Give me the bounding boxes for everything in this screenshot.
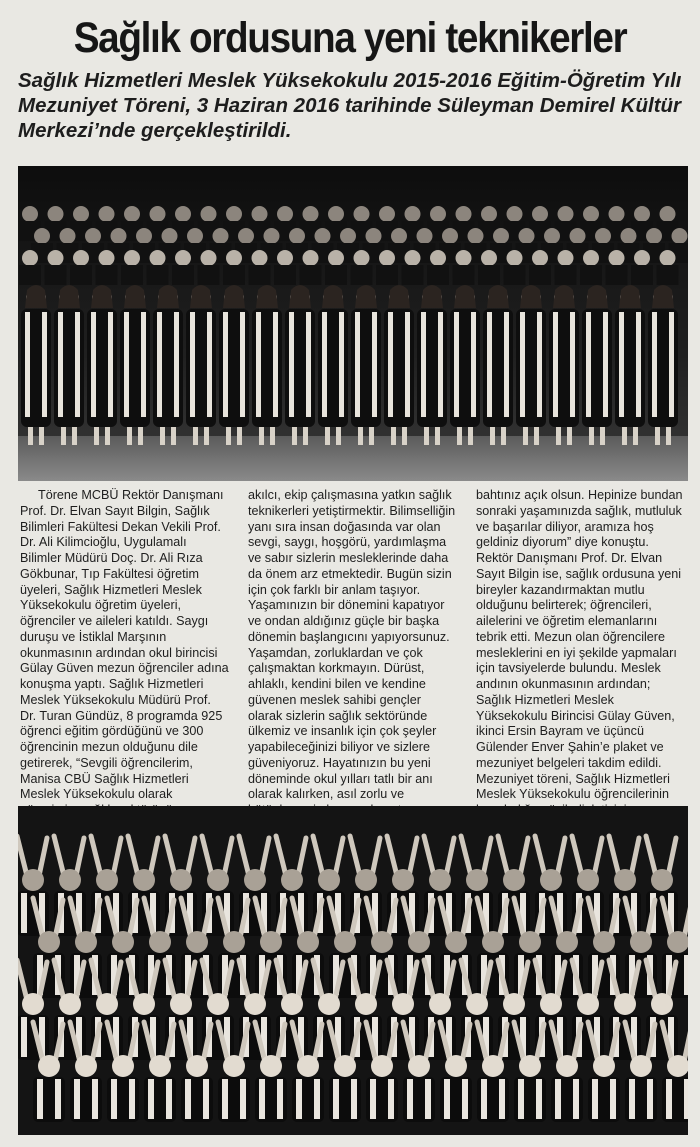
headline: Sağlık ordusuna yeni teknikerler [73, 14, 627, 62]
article-column-3 [476, 488, 686, 803]
column-1-text: Törene MCBÜ Rektör Danışmanı Prof. Dr. Elvan Sayıt Bilgin, Sağlık Bilimleri Fakültesi Dekan Vekili Prof. Dr. Ali Kilimcioğlu, Uygulamalı Bilimler Müdürü Doç. Dr. Ali Rıza Gökbunar, Tıp Fakültesi öğretim üyeleri, Sağlık Hizmetleri Meslek Yüksekokulu öğretim üyeleri, öğrenciler ve aileleri katıldı. Saygı duruşu ve İstiklal Marşının okunmasının ardından okul birincisi Gülay Güven mezun öğrenciler adına konuşma yaptı. Sağlık Hizmetleri Meslek Yüksekokulu Müdürü Prof. Dr. Turan Gündüz, 8 programda 925 öğrenci eğitim gördüğünü ve 300 öğrencinin mezun olduğunu dile getirerek, “Sevgili öğrencilerim, Manisa CBÜ Sağlık Hizmetleri Meslek Yüksekokulu olarak [20, 488, 229, 802]
cap-toss-photo-illustration [18, 806, 688, 1135]
article-body [20, 488, 686, 803]
column-3-text: bahtınız açık olsun. Hepinize bundan sonraki yaşamınızda sağlık, mutluluk ve başarılar diliyor, aramıza hoş geldiniz diyorum” diye konuştu. Rektör Danışmanı Prof. Dr. Elvan Sayıt Bilgin ise, sağlık ordusuna yeni bireyler kazandırmaktan mutlu olduğunu belirterek; öğrencileri, ailelerini ve öğretim elemanlarını tebrik etti. Mezun olan öğrencilere mesleklerini en iyi şekilde yapmaları için tavsiyelerde bulundu. Meslek andının okunmasının ardından; Sağlık Hizmetleri Meslek Yüksekokulu Birincisi Gülay Güven, ikinci Ersin Bayram ve üçüncü Gülender Enver Şahin’e plaket ve mezuniyet belgeleri takdim edildi. Mezuniyet töreni, Sağlık Hizmetleri Meslek Yüksekokulu öğrencilerinin [476, 488, 683, 802]
article-column-2 [248, 488, 458, 803]
subheadline: Sağlık Hizmetleri Meslek Yüksekokulu 2015-2016 Eğitim-Öğretim Yılı Mezuniyet Töreni, 3 Haziran 2016 tarihinde Süleyman Demirel Kültür Merkezi’nde gerçekleştirildi. [18, 69, 682, 142]
graduates-cap-toss-photo [18, 806, 688, 1135]
column-2-text: akılcı, ekip çalışmasına yatkın sağlık teknikerleri yetiştirmektir. Bilimselliğin yanı sıra insan doğasında var olan sevgi, saygı, hoşgörü, yardımlaşma ve sabır sizlerin mesleklerinde daha da önem arz etmektedir. Bugün sizin için çok farklı bir anlam taşıyor. Yaşamınızın bir dönemini kapatıyor ve ondan aldığınız güçle bir başka dönemin başlangıcını yapıyorsunuz. Yaşamdan, zorluklardan ve çok çalışmaktan korkmayın. Dürüst, ahlaklı, kendini bilen ve kendine güvenen meslek sahibi gençler olarak sizlerin sağlık sektöründe ülkemiz ve insanlık için çok şeyler yapabileceğinizi biliyor ve sizlere güveniyoruz. Hayatınızın bu yeni döneminde okul yılları tatlı bir anı olarak kalırken, asıl zorlu ve [248, 488, 456, 802]
article-column-1 [20, 488, 230, 803]
group-photo-illustration [18, 166, 688, 481]
graduates-group-photo [18, 166, 688, 481]
